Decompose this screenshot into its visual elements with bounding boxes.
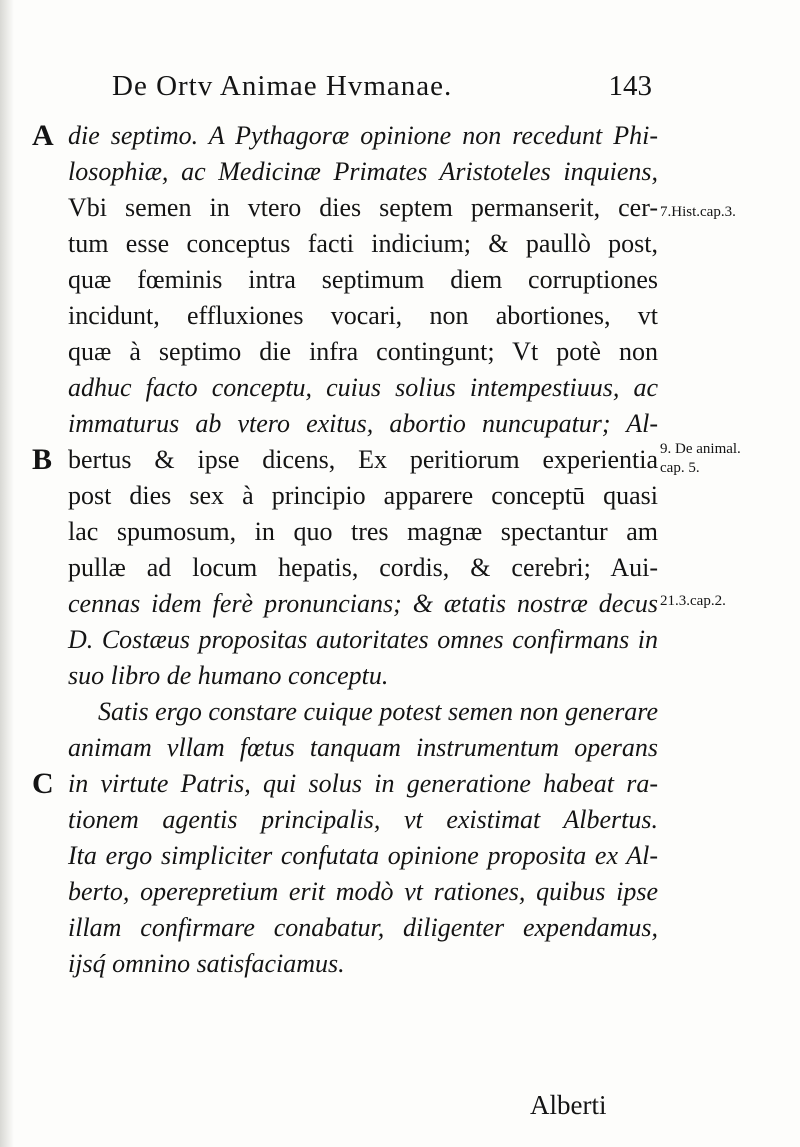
section-letter-b: B	[32, 443, 53, 476]
text-line: immaturus ab vtero exitus, abortio nuncupatur; Al-	[68, 409, 658, 438]
running-head	[112, 70, 652, 110]
text-line: post dies sex à principio apparere conceptū quasi	[68, 481, 658, 510]
catchword: Alberti	[530, 1090, 607, 1120]
margin-note-1: 7.Hist.cap.3.	[660, 204, 736, 220]
text-line: in virtute Patris, qui solus in generatione habeat ra-	[68, 769, 658, 798]
section-letter-a: A	[32, 119, 54, 152]
text-line: quæ à septimo die infra contingunt; Vt potè non	[68, 337, 658, 366]
text-line: Satis ergo constare cuique potest semen non generare	[98, 697, 658, 726]
text-line: losophiæ, ac Medicinæ Primates Aristoteles inquiens,	[68, 157, 658, 186]
text-line: tum esse conceptus facti indicium; & paullò post,	[68, 229, 658, 258]
text-line: cennas idem ferè pronuncians; & ætatis nostræ decus	[68, 589, 658, 618]
section-letter-c: C	[32, 767, 54, 800]
text-line: pullæ ad locum hepatis, cordis, & cerebri; Aui-	[68, 553, 658, 582]
margin-note-3: cap. 5.	[660, 460, 700, 476]
margin-note-2: 9. De animal.	[660, 441, 741, 457]
gutter-shadow	[0, 0, 14, 1147]
running-head-title: De Ortv Animae Hvmanae.	[112, 70, 453, 102]
text-line: incidunt, effluxiones vocari, non abortiones, vt	[68, 301, 658, 330]
text-line: quæ fœminis intra septimum diem corruptiones	[68, 265, 658, 294]
text-line: D. Costæus propositas autoritates omnes confirmans in	[68, 625, 658, 654]
text-line: die septimo. A Pythagoræ opinione non recedunt Phi-	[68, 121, 658, 150]
text-line: Ita ergo simpliciter confutata opinione proposita ex Al-	[68, 841, 658, 870]
text-line: illam confirmare conabatur, diligenter expendamus,	[68, 913, 658, 942]
text-line: suo libro de humano conceptu.	[68, 661, 389, 690]
margin-note-4: 21.3.cap.2.	[660, 593, 726, 609]
text-line: adhuc facto conceptu, cuius solius intempestiuus, ac	[68, 373, 658, 402]
text-line: berto, operepretium erit modò vt rationes, quibus ipse	[68, 877, 658, 906]
text-line: Vbi semen in vtero dies septem permanserit, cer-	[68, 193, 658, 222]
page-number: 143	[608, 70, 652, 102]
text-line: ijsq́ omnino satisfaciamus.	[68, 949, 345, 978]
text-line: lac spumosum, in quo tres magnæ spectantur am	[68, 517, 658, 546]
text-line: tionem agentis principalis, vt existimat Albertus.	[68, 805, 658, 834]
text-line: animam vllam fœtus tanquam instrumentum operans	[68, 733, 658, 762]
text-line: bertus & ipse dicens, Ex peritiorum experientia	[68, 445, 658, 474]
